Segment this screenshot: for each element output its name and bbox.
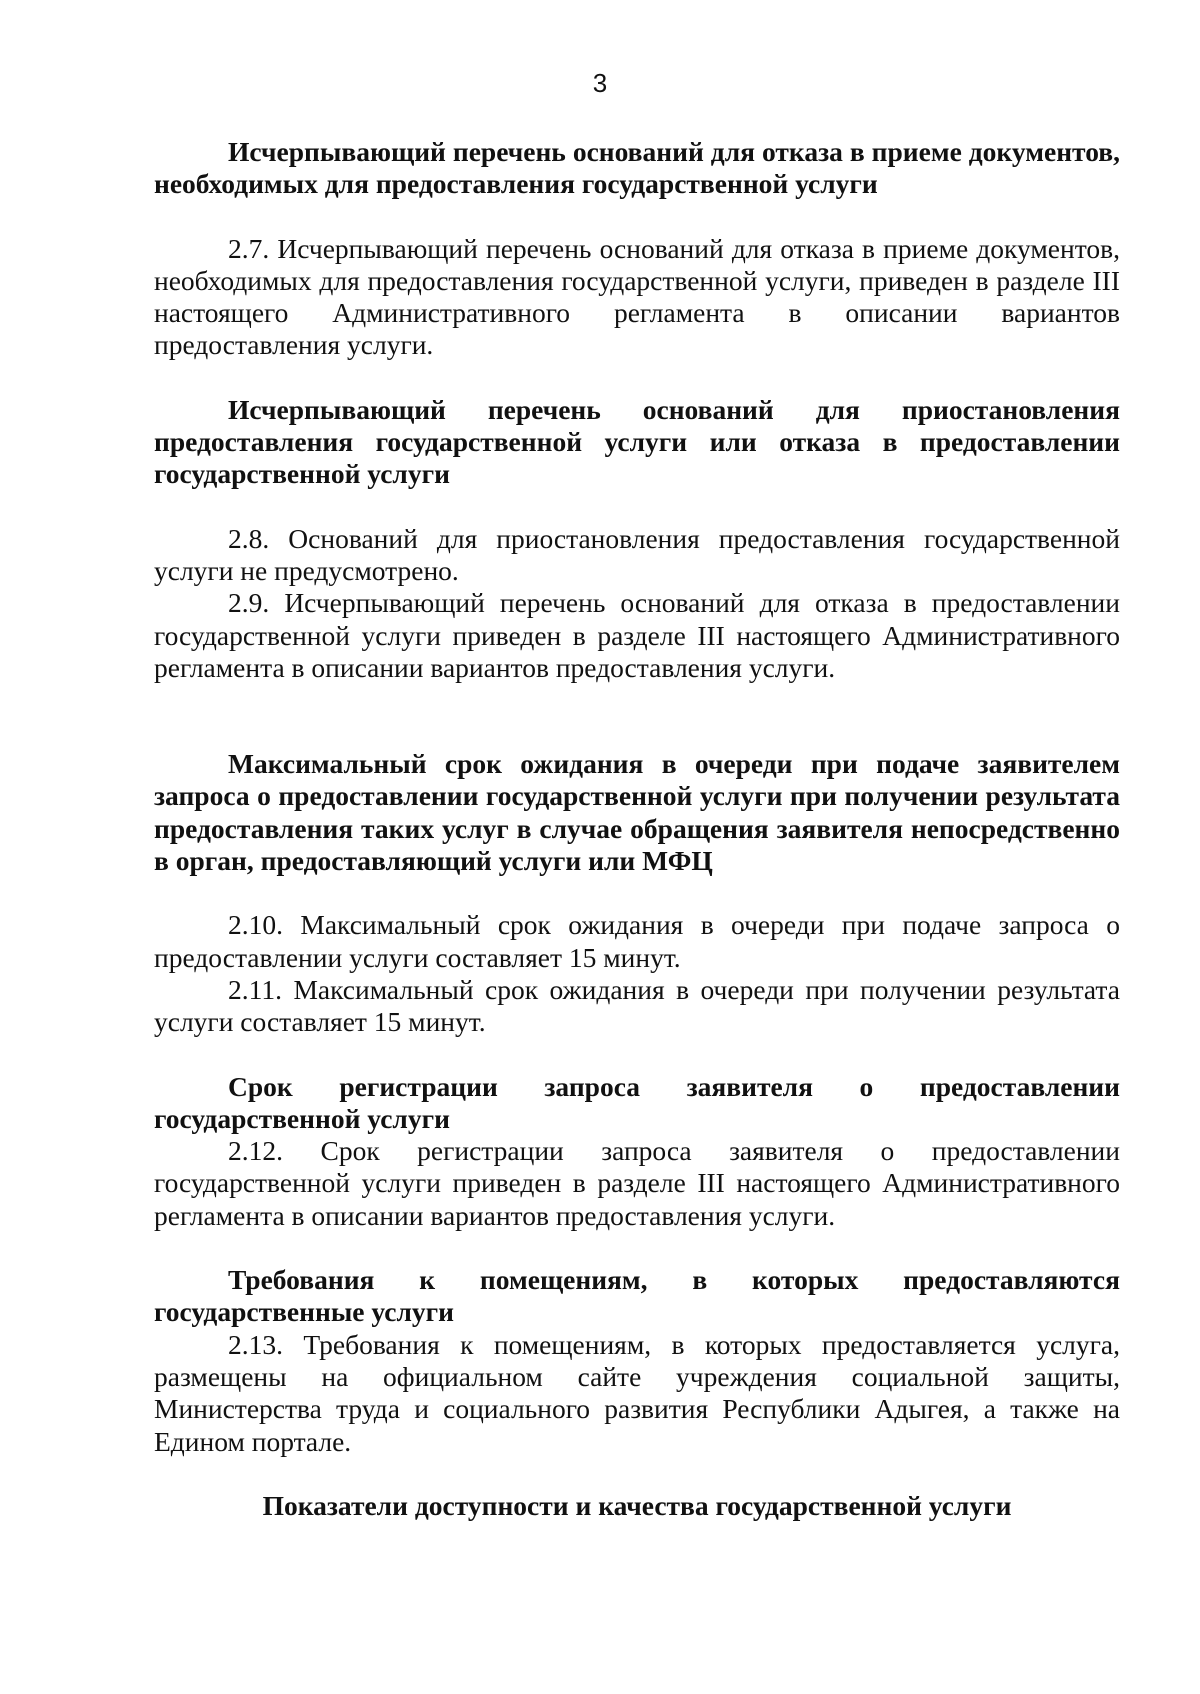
paragraph-2-12: 2.12. Срок регистрации запроса заявителя о предоставлении государственной услуги приведен в разделе III настоящего Административного регламента в описании вариантов предоставления услуги. — [154, 1135, 1120, 1231]
section-heading-refusal-acceptance: Исчерпывающий перечень оснований для отказа в приеме документов, необходимых для предоставления государственной услуги — [154, 136, 1120, 200]
section-heading-registration-term: Срок регистрации запроса заявителя о предоставлении государственной услуги — [154, 1070, 1120, 1134]
paragraph-2-13: 2.13. Требования к помещениям, в которых предоставляется услуга, размещены на официальном сайте учреждения социальной защиты, Министерства труда и социального развития Республики Адыгея, а также на Едином портале. — [154, 1328, 1120, 1457]
page-number: 3 — [592, 68, 608, 98]
paragraph-2-8: 2.8. Оснований для приостановления предоставления государственной услуги не предусмотрено. — [154, 522, 1120, 586]
paragraph-2-7: 2.7. Исчерпывающий перечень оснований для отказа в приеме документов, необходимых для предоставления государственной услуги, приведен в разделе III настоящего Административного регламента в описании вариантов предоставления услуги. — [154, 232, 1120, 361]
section-heading-accessibility-quality: Показатели доступности и качества государственной услуги — [262, 1489, 1012, 1521]
paragraph-2-11: 2.11. Максимальный срок ожидания в очереди при получении результата услуги составляет 15 минут. — [154, 973, 1120, 1038]
document-body — [154, 136, 1120, 1522]
section-heading-premises-requirements: Требования к помещениям, в которых предоставляются государственные услуги — [154, 1264, 1120, 1328]
paragraph-2-9: 2.9. Исчерпывающий перечень оснований для отказа в предоставлении государственной услуги приведен в разделе III настоящего Административного регламента в описании вариантов предоставления услуги. — [154, 587, 1120, 683]
section-heading-suspension-refusal: Исчерпывающий перечень оснований для приостановления предоставления государственной услуги или отказа в предоставлении государственной услуги — [154, 393, 1120, 490]
section-heading-max-wait-time: Максимальный срок ожидания в очереди при подаче заявителем запроса о предоставлении государственной услуги при получении результата предоставления таких услуг в случае обращения заявителя непосредственно в орган, предоставляющий услуги или МФЦ — [154, 748, 1120, 877]
paragraph-2-10: 2.10. Максимальный срок ожидания в очереди при подаче запроса о предоставлении услуги составляет 15 минут. — [154, 909, 1120, 973]
